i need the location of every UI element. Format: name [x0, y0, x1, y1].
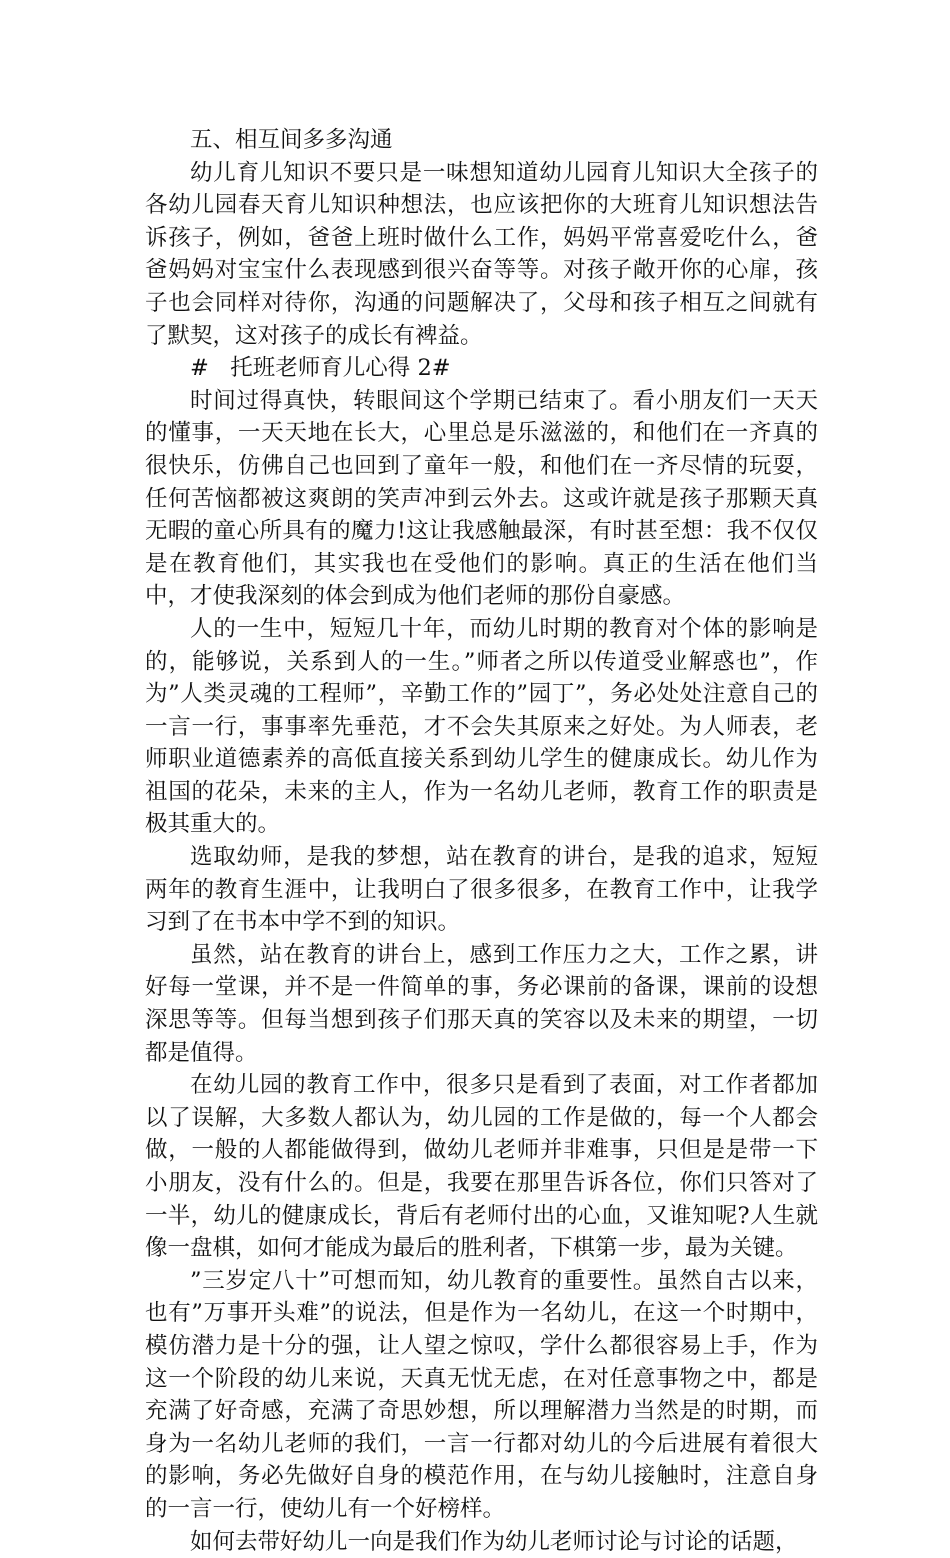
- article-title: # 托班老师育儿心得 2#: [190, 355, 451, 382]
- body-paragraph: 如何去带好幼儿一向是我们作为幼儿老师讨论与讨论的话题，: [190, 1528, 798, 1555]
- section-paragraph: 幼儿育儿知识不要只是一味想知道幼儿园育儿知识大全孩子的各幼儿园春天育儿知识种想法，也应该把你的大班育儿知识想法告诉孩子，例如，爸爸上班时做什么工作，妈妈平常喜爱吃什么，爸爸妈妈对宝宝什么表现感到很兴奋等等。对孩子敞开你的心扉，孩子也会同样对待你，沟通的问题解决了，父母和孩子相互之间就有了默契，这对孩子的成长有裨益。: [145, 159, 818, 349]
- body-paragraph: 人的一生中，短短几十年，而幼儿时期的教育对个体的影响是的，能够说，关系到人的一生。”师者之所以传道受业解惑也”，作为”人类灵魂的工程师”，辛勤工作的”园丁”，务必处处注意自己的一言一行，事事率先垂范，才不会失其原来之好处。为人师表，老师职业道德素养的高低直接关系到幼儿学生的健康成长。幼儿作为祖国的花朵，未来的主人，作为一名幼儿老师，教育工作的职责是极其重大的。: [145, 615, 818, 838]
- document-page: [145, 124, 818, 1558]
- body-paragraph: 选取幼师，是我的梦想，站在教育的讲台，是我的追求，短短两年的教育生涯中，让我明白了很多很多，在教育工作中，让我学习到了在书本中学不到的知识。: [145, 844, 818, 936]
- body-paragraph: 时间过得真快，转眼间这个学期已结束了。看小朋友们一天天的懂事，一天天地在长大，心里总是乐滋滋的，和他们在一齐真的很快乐，仿佛自己也回到了童年一般，和他们在一齐尽情的玩耍，任何苦恼都被这爽朗的笑声冲到云外去。这或许就是孩子那颗天真无暇的童心所具有的魔力!这让我感触最深，有时甚至想：我不仅仅是在教育他们，其实我也在受他们的影响。真正的生活在他们当中，才使我深刻的体会到成为他们老师的那份自豪感。: [145, 387, 818, 610]
- body-paragraph: ”三岁定八十”可想而知，幼儿教育的重要性。虽然自古以来，也有”万事开头难”的说法，但是作为一名幼儿，在这一个时期中，模仿潜力是十分的强，让人望之惊叹，学什么都很容易上手，作为这一个阶段的幼儿来说，天真无忧无虑，在对任意事物之中，都是充满了好奇感，充满了奇思妙想，所以理解潜力当然是的时期，而身为一名幼儿老师的我们，一言一行都对幼儿的今后进展有着很大的影响，务必先做好自身的模范作用，在与幼儿接触时，注意自身的一言一行，使幼儿有一个好榜样。: [145, 1267, 818, 1522]
- body-paragraph: 虽然，站在教育的讲台上，感到工作压力之大，工作之累，讲好每一堂课，并不是一件简单的事，务必课前的备课，课前的设想深思等等。但每当想到孩子们那天真的笑容以及未来的期望，一切都是值得。: [145, 941, 818, 1066]
- section-heading: 五、相互间多多沟通: [190, 127, 393, 153]
- body-paragraph: 在幼儿园的教育工作中，很多只是看到了表面，对工作者都加以了误解，大多数人都认为，幼儿园的工作是做的，每一个人都会做，一般的人都能做得到，做幼儿老师并非难事，只但是是带一下小朋友，没有什么的。但是，我要在那里告诉各位，你们只答对了一半，幼儿的健康成长，背后有老师付出的心血，又谁知呢?人生就像一盘棋，如何才能成为最后的胜利者，下棋第一步，最为关键。: [145, 1072, 818, 1262]
